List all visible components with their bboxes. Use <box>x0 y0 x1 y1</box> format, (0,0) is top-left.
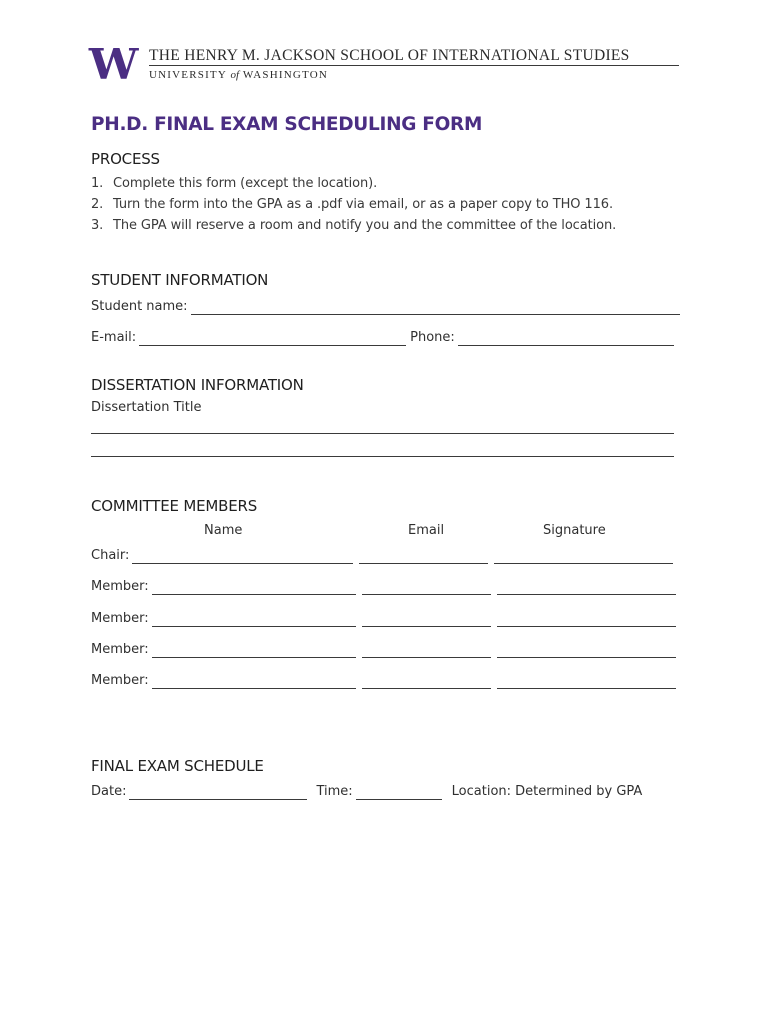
student-info-heading: STUDENT INFORMATION <box>91 271 269 289</box>
committee-email-field[interactable] <box>362 675 491 689</box>
committee-email-field[interactable] <box>362 644 491 658</box>
committee-email-field[interactable] <box>362 613 491 627</box>
committee-row-label: Member: <box>91 611 149 626</box>
phone-label: Phone: <box>410 330 455 345</box>
time-field[interactable] <box>356 786 442 800</box>
university-name: UNIVERSITY of WASHINGTON <box>149 69 329 81</box>
email-label: E-mail: <box>91 330 137 345</box>
dissertation-title-label: Dissertation Title <box>91 400 202 415</box>
schedule-heading: FINAL EXAM SCHEDULE <box>91 757 264 775</box>
date-label: Date: <box>91 784 127 799</box>
committee-name-field[interactable] <box>152 644 356 658</box>
committee-row-member <box>91 638 676 658</box>
date-field[interactable] <box>129 786 307 800</box>
committee-heading: COMMITTEE MEMBERS <box>91 497 258 515</box>
committee-row-label: Member: <box>91 642 149 657</box>
dissertation-title-field[interactable] <box>91 433 674 434</box>
contact-row <box>91 326 674 346</box>
process-step: 3. The GPA will reserve a room and notify you and the committee of the location. <box>91 218 617 233</box>
committee-email-field[interactable] <box>359 550 488 564</box>
student-name-field[interactable] <box>191 301 680 315</box>
process-steps <box>91 173 616 236</box>
dissertation-heading: DISSERTATION INFORMATION <box>91 376 304 394</box>
committee-signature-field[interactable] <box>497 613 676 627</box>
committee-row-member <box>91 669 676 689</box>
header-divider <box>149 65 679 66</box>
committee-name-field[interactable] <box>152 581 356 595</box>
student-name-row <box>91 295 680 315</box>
committee-row-label: Member: <box>91 579 149 594</box>
schedule-row <box>91 780 642 800</box>
committee-name-field[interactable] <box>132 550 353 564</box>
col-email-header: Email <box>408 523 445 538</box>
student-name-label: Student name: <box>91 299 188 314</box>
school-name: THE HENRY M. JACKSON SCHOOL OF INTERNATIONAL STUDIES <box>149 47 630 64</box>
committee-signature-field[interactable] <box>494 550 673 564</box>
col-signature-header: Signature <box>543 523 606 538</box>
col-name-header: Name <box>204 523 243 538</box>
committee-name-field[interactable] <box>152 675 356 689</box>
phone-field[interactable] <box>458 332 674 346</box>
committee-row-chair <box>91 544 673 564</box>
process-step: 2. Turn the form into the GPA as a .pdf via email, or as a paper copy to THO 116. <box>91 197 613 212</box>
committee-row-member <box>91 575 676 595</box>
form-title: PH.D. FINAL EXAM SCHEDULING FORM <box>91 114 483 135</box>
uw-logo: W <box>88 40 136 89</box>
committee-signature-field[interactable] <box>497 581 676 595</box>
committee-row-label: Chair: <box>91 548 130 563</box>
dissertation-title-field-2[interactable] <box>91 456 674 457</box>
process-step: 1. Complete this form (except the location). <box>91 176 378 191</box>
committee-row-member <box>91 607 676 627</box>
email-field[interactable] <box>139 332 406 346</box>
committee-name-field[interactable] <box>152 613 356 627</box>
time-label: Time: <box>316 784 353 799</box>
committee-row-label: Member: <box>91 673 149 688</box>
committee-signature-field[interactable] <box>497 675 676 689</box>
process-heading: PROCESS <box>91 150 160 168</box>
committee-email-field[interactable] <box>362 581 491 595</box>
committee-signature-field[interactable] <box>497 644 676 658</box>
location-text: Location: Determined by GPA <box>451 784 643 799</box>
